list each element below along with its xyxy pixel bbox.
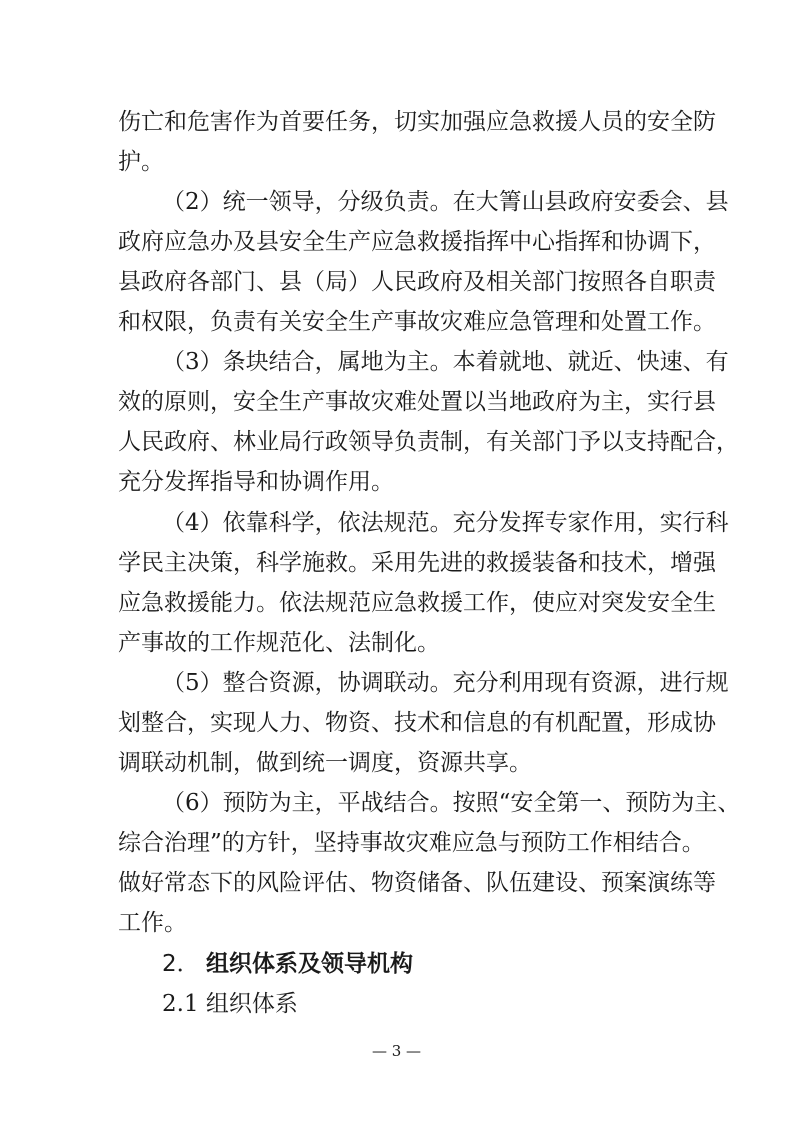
paragraph-line: 划整合，实现人力、物资、技术和信息的有机配置，形成协 [118, 710, 716, 736]
section-title: 组织体系及领导机构 [206, 951, 413, 977]
paragraph-line: 和权限，负责有关安全生产事故灾难应急管理和处置工作。 [118, 309, 716, 335]
paragraph-line: 产事故的工作规范化、法制化。 [118, 630, 440, 656]
paragraph-line: 学民主决策，科学施救。采用先进的救援装备和技术，增强 [118, 550, 716, 576]
paragraph-line: （3）条块结合，属地为主。本着就地、就近、快速、有 [162, 349, 729, 375]
paragraph-line: 工作。 [118, 910, 187, 936]
paragraph-line: 综合治理”的方针，坚持事故灾难应急与预防工作相结合。 [118, 830, 705, 856]
paragraph-line: （4）依靠科学，依法规范。充分发挥专家作用，实行科 [162, 510, 729, 536]
paragraph-line: 人民政府、林业局行政领导负责制，有关部门予以支持配合， [118, 429, 739, 455]
paragraph-line: （5）整合资源，协调联动。充分利用现有资源，进行规 [162, 670, 729, 696]
section-heading [162, 949, 413, 979]
paragraph-line: 护。 [118, 149, 164, 175]
paragraph-line: 应急救援能力。依法规范应急救援工作，使应对突发安全生 [118, 590, 716, 616]
paragraph-line: （2）统一领导，分级负责。在大箐山县政府安委会、县 [162, 189, 729, 215]
paragraph-line: （6）预防为主，平战结合。按照“安全第一、预防为主、 [162, 790, 741, 816]
paragraph-line: 县政府各部门、县（局）人民政府及相关部门按照各自职责 [118, 269, 716, 295]
paragraph-line: 做好常态下的风险评估、物资储备、队伍建设、预案演练等 [118, 870, 716, 896]
paragraph-line: 政府应急办及县安全生产应急救援指挥中心指挥和协调下， [118, 229, 716, 255]
paragraph-line: 伤亡和危害作为首要任务，切实加强应急救援人员的安全防 [118, 109, 716, 135]
paragraph-line: 调联动机制，做到统一调度，资源共享。 [118, 750, 532, 776]
section-number: 2． [162, 951, 200, 977]
paragraph-line: 效的原则，安全生产事故灾难处置以当地政府为主，实行县 [118, 389, 716, 415]
subsection-heading: 2.1 组织体系 [162, 991, 298, 1017]
page-number: — 3 — [371, 1042, 422, 1060]
paragraph-line: 充分发挥指导和协调作用。 [118, 469, 394, 495]
